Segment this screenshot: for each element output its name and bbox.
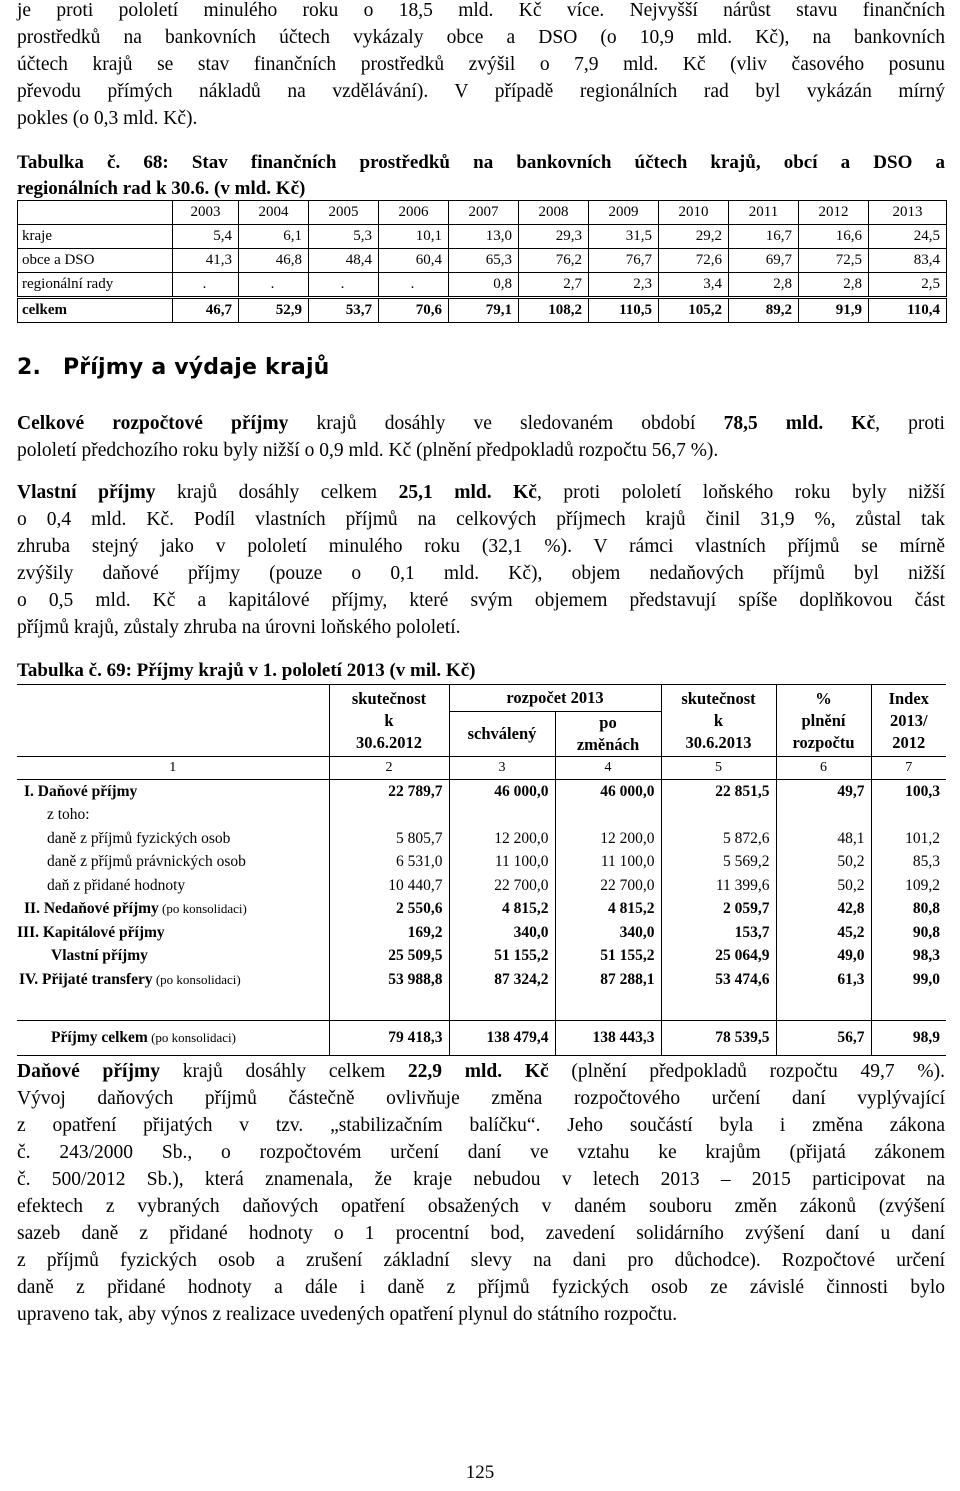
- cell: 49,7: [776, 780, 871, 804]
- table-row-total: [17, 1020, 946, 1055]
- cell: 79 418,3: [329, 1020, 449, 1055]
- cell: 98,3: [871, 945, 946, 969]
- table-row: [17, 921, 946, 945]
- spacer-cell: [661, 992, 776, 1021]
- spacer-cell: [871, 992, 946, 1021]
- text-line: Vývoj daňových příjmů částečně ovlivňuje změna rozpočtového určení daní vyplývající: [17, 1088, 945, 1109]
- text-span: (plnění předpokladů rozpočtu 49,7 %).: [548, 1061, 945, 1082]
- cell: 29,3: [519, 225, 589, 249]
- cell: 65,3: [449, 249, 519, 273]
- cell: 80,8: [871, 898, 946, 922]
- year-header: 2009: [589, 201, 659, 225]
- text-line: z opatření přijatých v tzv. „stabilizačním balíčku“. Jeho součástí byla i změna zákona: [17, 1115, 945, 1136]
- text-line: č. 500/2012 Sb.), která znamenala, že kraje nebudou v letech 2013 – 2015 participovat na: [17, 1169, 945, 1190]
- cell: 6 531,0: [329, 851, 449, 875]
- cell: 12 200,0: [555, 827, 661, 851]
- col-number: 4: [555, 757, 661, 780]
- table69-corner: [17, 685, 329, 757]
- cell: 2 059,7: [661, 898, 776, 922]
- cell: 99,0: [871, 968, 946, 992]
- cell: 5 872,6: [661, 827, 776, 851]
- text-span: , proti: [875, 413, 945, 434]
- cell: 52,9: [239, 298, 309, 323]
- spacer-cell: [776, 992, 871, 1021]
- cell: 46,7: [173, 298, 239, 323]
- cell: [871, 804, 946, 828]
- cell: 56,7: [776, 1020, 871, 1055]
- header-text: 30.6.2013: [685, 732, 752, 752]
- text-span: krajů dosáhly celkem: [155, 482, 399, 503]
- col-header-approved: schválený: [449, 712, 555, 757]
- table68: [17, 200, 947, 323]
- cell: 45,2: [776, 921, 871, 945]
- emphasis: Celkové rozpočtové příjmy: [17, 413, 289, 434]
- cell: 5,4: [173, 225, 239, 249]
- col-header-index: [871, 685, 946, 757]
- spacer-cell: [449, 992, 555, 1021]
- row-label-text: II. Nedaňové příjmy: [24, 900, 159, 918]
- cell: 60,4: [379, 249, 449, 273]
- col-header-after-changes: [555, 712, 661, 757]
- section-heading: [17, 355, 330, 380]
- cell: 24,5: [869, 225, 947, 249]
- cell: 110,5: [589, 298, 659, 323]
- row-label: [17, 1020, 329, 1055]
- cell: 22 700,0: [555, 874, 661, 898]
- col-number: 7: [871, 757, 946, 780]
- cell: 25 509,5: [329, 945, 449, 969]
- year-header: 2010: [659, 201, 729, 225]
- cell: 87 324,2: [449, 968, 555, 992]
- table-row: [17, 898, 946, 922]
- table-row: [17, 874, 946, 898]
- caption-line: Tabulka č. 68: Stav finančních prostředků na bankovních účtech krajů, obcí a DSO a: [17, 152, 945, 173]
- cell: 41,3: [173, 249, 239, 273]
- text-line: zvýšily daňové příjmy (pouze o 0,1 mld. Kč), objem nedaňových příjmů byl nižší: [17, 563, 945, 584]
- cell: 50,2: [776, 874, 871, 898]
- text-line: je proti pololetí minulého roku o 18,5 mld. Kč více. Nejvyšší nárůst stavu finančních: [17, 0, 945, 21]
- text-line: převodu přímých nákladů na vzdělávání). V případě regionálních rad byl vykázán mírný: [17, 81, 945, 102]
- cell: 13,0: [449, 225, 519, 249]
- col-header-budget-2013: rozpočet 2013: [449, 685, 661, 712]
- table68-caption: [17, 150, 945, 202]
- text-line: zhruba stejný jako v pololetí minulého roku (32,1 %). V rámci vlastních příjmů se mírně: [17, 536, 945, 557]
- year-header: 2005: [309, 201, 379, 225]
- cell: 51 155,2: [555, 945, 661, 969]
- cell: 340,0: [555, 921, 661, 945]
- row-label: [17, 898, 329, 922]
- year-header: 2006: [379, 201, 449, 225]
- year-header: 2011: [729, 201, 799, 225]
- row-label: regionální rady: [18, 273, 173, 298]
- cell: 108,2: [519, 298, 589, 323]
- year-header: 2012: [799, 201, 869, 225]
- header-text: k: [384, 710, 394, 730]
- cell: 2,8: [799, 273, 869, 298]
- table69-header-row: [17, 685, 946, 712]
- cell: 72,5: [799, 249, 869, 273]
- year-header: 2013: [869, 201, 947, 225]
- header-text: k: [713, 710, 724, 730]
- section-title: Příjmy a výdaje krajů: [62, 355, 330, 380]
- cell: 49,0: [776, 945, 871, 969]
- row-label-note: (po konsolidaci): [147, 1029, 236, 1045]
- cell: 98,9: [871, 1020, 946, 1055]
- cell: 11 100,0: [449, 851, 555, 875]
- header-text: 30.6.2012: [356, 732, 422, 752]
- cell: 53 988,8: [329, 968, 449, 992]
- cell: 31,5: [589, 225, 659, 249]
- col-number: 5: [661, 757, 776, 780]
- table69: [17, 684, 946, 1056]
- header-text: 2012: [892, 732, 926, 752]
- header-text: %: [815, 688, 832, 708]
- header-text: skutečnost: [681, 688, 756, 708]
- cell: 16,7: [729, 225, 799, 249]
- cell: 46 000,0: [449, 780, 555, 804]
- cell: 11 100,0: [555, 851, 661, 875]
- page-number: 125: [465, 1462, 495, 1483]
- header-text: skutečnost: [351, 688, 427, 708]
- table68-header-row: [18, 201, 947, 225]
- cell: 101,2: [871, 827, 946, 851]
- cell: 153,7: [661, 921, 776, 945]
- spacer-cell: [555, 992, 661, 1021]
- cell: [449, 804, 555, 828]
- text-line: účtech krajů se stav finančních prostředků zvýšil o 7,9 mld. Kč (vliv časového posunu: [17, 54, 945, 75]
- col-header-actual-2012: [329, 685, 449, 757]
- cell: 22 700,0: [449, 874, 555, 898]
- cell: 100,3: [871, 780, 946, 804]
- cell: 169,2: [329, 921, 449, 945]
- table-spacer-row: [17, 992, 946, 1021]
- cell: .: [173, 273, 239, 298]
- cell: 22 789,7: [329, 780, 449, 804]
- cell: 0,8: [449, 273, 519, 298]
- cell: 48,1: [776, 827, 871, 851]
- cell: 3,4: [659, 273, 729, 298]
- cell: [555, 804, 661, 828]
- cell: 69,7: [729, 249, 799, 273]
- header-text: plnění: [801, 710, 846, 730]
- col-number: 3: [449, 757, 555, 780]
- cell: .: [239, 273, 309, 298]
- table69-column-numbers: [17, 757, 946, 780]
- cell: 42,8: [776, 898, 871, 922]
- text-line: č. 243/2000 Sb., o rozpočtovém určení daní ve vztahu ke krajům (přijatá zákonem: [17, 1142, 945, 1163]
- col-number: 6: [776, 757, 871, 780]
- emphasis: 22,9 mld. Kč: [407, 1061, 549, 1082]
- cell: 72,6: [659, 249, 729, 273]
- table-row: [17, 780, 946, 804]
- section-number: 2.: [17, 355, 42, 380]
- tax-paragraph: [17, 1058, 945, 1328]
- row-label-text: IV. Přijaté transfery: [19, 970, 153, 988]
- text-line: efektech z vybraných daňových opatření obsažených v daném souboru změn zákonů (zvýšení: [17, 1196, 945, 1217]
- col-header-fulfillment: [776, 685, 871, 757]
- col-number: 1: [17, 757, 329, 780]
- cell: 79,1: [449, 298, 519, 323]
- year-header: 2003: [173, 201, 239, 225]
- row-label: daně z příjmů fyzických osob: [47, 829, 231, 847]
- row-label: celkem: [18, 298, 173, 323]
- cell: 76,7: [589, 249, 659, 273]
- emphasis: 25,1 mld. Kč: [398, 482, 537, 503]
- header-text: po: [599, 713, 617, 732]
- cell: 11 399,6: [661, 874, 776, 898]
- year-header: 2004: [239, 201, 309, 225]
- cell: 25 064,9: [661, 945, 776, 969]
- cell: 50,2: [776, 851, 871, 875]
- table-row: [17, 827, 946, 851]
- cell: 85,3: [871, 851, 946, 875]
- cell: 48,4: [309, 249, 379, 273]
- own-income-paragraph: [17, 479, 945, 641]
- cell: 61,3: [776, 968, 871, 992]
- table69-caption: Tabulka č. 69: Příjmy krajů v 1. pololetí 2013 (v mil. Kč): [17, 660, 476, 681]
- header-text: Index: [888, 688, 929, 708]
- cell: [776, 804, 871, 828]
- cell: 5,3: [309, 225, 379, 249]
- text-line: sazeb daně z přidané hodnoty o 1 procentní bod, zavedení solidárního zvýšení daní u daní: [17, 1223, 945, 1244]
- text-line: příjmů krajů, zůstaly zhruba na úrovni loňského pololetí.: [17, 617, 461, 638]
- row-label-note: (po konsolidaci): [158, 901, 247, 917]
- row-label: z toho:: [47, 806, 90, 824]
- year-header: 2007: [449, 201, 519, 225]
- cell: 87 288,1: [555, 968, 661, 992]
- emphasis: 78,5 mld. Kč: [723, 413, 876, 434]
- cell: 78 539,5: [661, 1020, 776, 1055]
- cell: 138 443,3: [555, 1020, 661, 1055]
- cell: 12 200,0: [449, 827, 555, 851]
- cell: 10 440,7: [329, 874, 449, 898]
- text-line: pokles (o 0,3 mld. Kč).: [17, 108, 198, 129]
- text-span: krajů dosáhly ve sledovaném období: [288, 413, 724, 434]
- cell: 109,2: [871, 874, 946, 898]
- text-line: pololetí předchozího roku byly nižší o 0,9 mld. Kč (plnění předpokladů rozpočtu 56,7 %).: [17, 440, 719, 461]
- header-text: rozpočtu: [792, 732, 855, 752]
- text-line: daně z přidané hodnoty a dále i daně z příjmů fyzických osob ze závislé činnosti bylo: [17, 1277, 945, 1298]
- text-line: [17, 410, 945, 437]
- text-line: o 0,5 mld. Kč a kapitálové příjmy, které svým objemem představují spíše doplňkovou část: [17, 590, 945, 611]
- table-row: [17, 945, 946, 969]
- table-row: [17, 804, 946, 828]
- intro-paragraph: [17, 0, 945, 132]
- text-span: , proti pololetí loňského roku byly nižší: [536, 482, 945, 503]
- row-label: I. Daňové příjmy: [24, 782, 138, 800]
- row-label: daně z příjmů právnických osob: [47, 853, 246, 871]
- row-label: daň z přidané hodnoty: [47, 876, 186, 894]
- text-line: z příjmů fyzických osob a zrušení základní slevy na dani pro důchodce). Rozpočtové určení: [17, 1250, 945, 1271]
- text-line: upraveno tak, aby výnos z realizace uvedených opatření plynul do státního rozpočtu.: [17, 1304, 678, 1325]
- table-row: [17, 968, 946, 992]
- spacer-cell: [329, 992, 449, 1021]
- header-text: změnách: [576, 735, 640, 754]
- cell: 2,5: [869, 273, 947, 298]
- text-line: [17, 1058, 945, 1085]
- cell: 46,8: [239, 249, 309, 273]
- year-header: 2008: [519, 201, 589, 225]
- cell: 4 815,2: [449, 898, 555, 922]
- cell: 4 815,2: [555, 898, 661, 922]
- cell: 110,4: [869, 298, 947, 323]
- table-row: [18, 225, 947, 249]
- cell: 22 851,5: [661, 780, 776, 804]
- cell: 53,7: [309, 298, 379, 323]
- cell: 5 569,2: [661, 851, 776, 875]
- table-row: [18, 273, 947, 298]
- cell: 53 474,6: [661, 968, 776, 992]
- cell: 89,2: [729, 298, 799, 323]
- cell: [329, 804, 449, 828]
- cell: 16,6: [799, 225, 869, 249]
- row-label: kraje: [18, 225, 173, 249]
- income-paragraph: [17, 410, 945, 464]
- spacer-cell: [17, 992, 329, 1021]
- cell: [661, 804, 776, 828]
- table-row: [18, 249, 947, 273]
- cell: 6,1: [239, 225, 309, 249]
- header-text: 2013/: [889, 710, 928, 730]
- text-span: krajů dosáhly celkem: [159, 1061, 408, 1082]
- emphasis: Daňové příjmy: [17, 1061, 160, 1082]
- row-label: III. Kapitálové příjmy: [17, 923, 165, 941]
- cell: 51 155,2: [449, 945, 555, 969]
- cell: 5 805,7: [329, 827, 449, 851]
- cell: 10,1: [379, 225, 449, 249]
- cell: 91,9: [799, 298, 869, 323]
- cell: .: [309, 273, 379, 298]
- cell: 2,8: [729, 273, 799, 298]
- cell: 2 550,6: [329, 898, 449, 922]
- cell: 90,8: [871, 921, 946, 945]
- cell: 70,6: [379, 298, 449, 323]
- table-row-total: [18, 298, 947, 323]
- cell: 46 000,0: [555, 780, 661, 804]
- caption-line: regionálních rad k 30.6. (v mld. Kč): [17, 178, 306, 199]
- table68-corner: [18, 201, 173, 225]
- row-label: [17, 968, 329, 992]
- text-line: prostředků na bankovních účtech vykázaly obce a DSO (o 10,9 mld. Kč), na bankovních: [17, 27, 945, 48]
- cell: 83,4: [869, 249, 947, 273]
- cell: 340,0: [449, 921, 555, 945]
- row-label: Vlastní příjmy: [51, 947, 148, 965]
- cell: .: [379, 273, 449, 298]
- cell: 138 479,4: [449, 1020, 555, 1055]
- row-label: obce a DSO: [18, 249, 173, 273]
- emphasis: Vlastní příjmy: [17, 482, 156, 503]
- table-row: [17, 851, 946, 875]
- col-header-actual-2013: [661, 685, 776, 757]
- cell: 2,3: [589, 273, 659, 298]
- cell: 29,2: [659, 225, 729, 249]
- text-line: o 0,4 mld. Kč. Podíl vlastních příjmů na celkových příjmech krajů činil 31,9 %, zůstal tak: [17, 509, 945, 530]
- text-line: [17, 479, 945, 506]
- cell: 76,2: [519, 249, 589, 273]
- cell: 105,2: [659, 298, 729, 323]
- cell: 2,7: [519, 273, 589, 298]
- row-label-note: (po konsolidaci): [152, 971, 241, 987]
- col-number: 2: [329, 757, 449, 780]
- row-label-text: Příjmy celkem: [51, 1028, 148, 1046]
